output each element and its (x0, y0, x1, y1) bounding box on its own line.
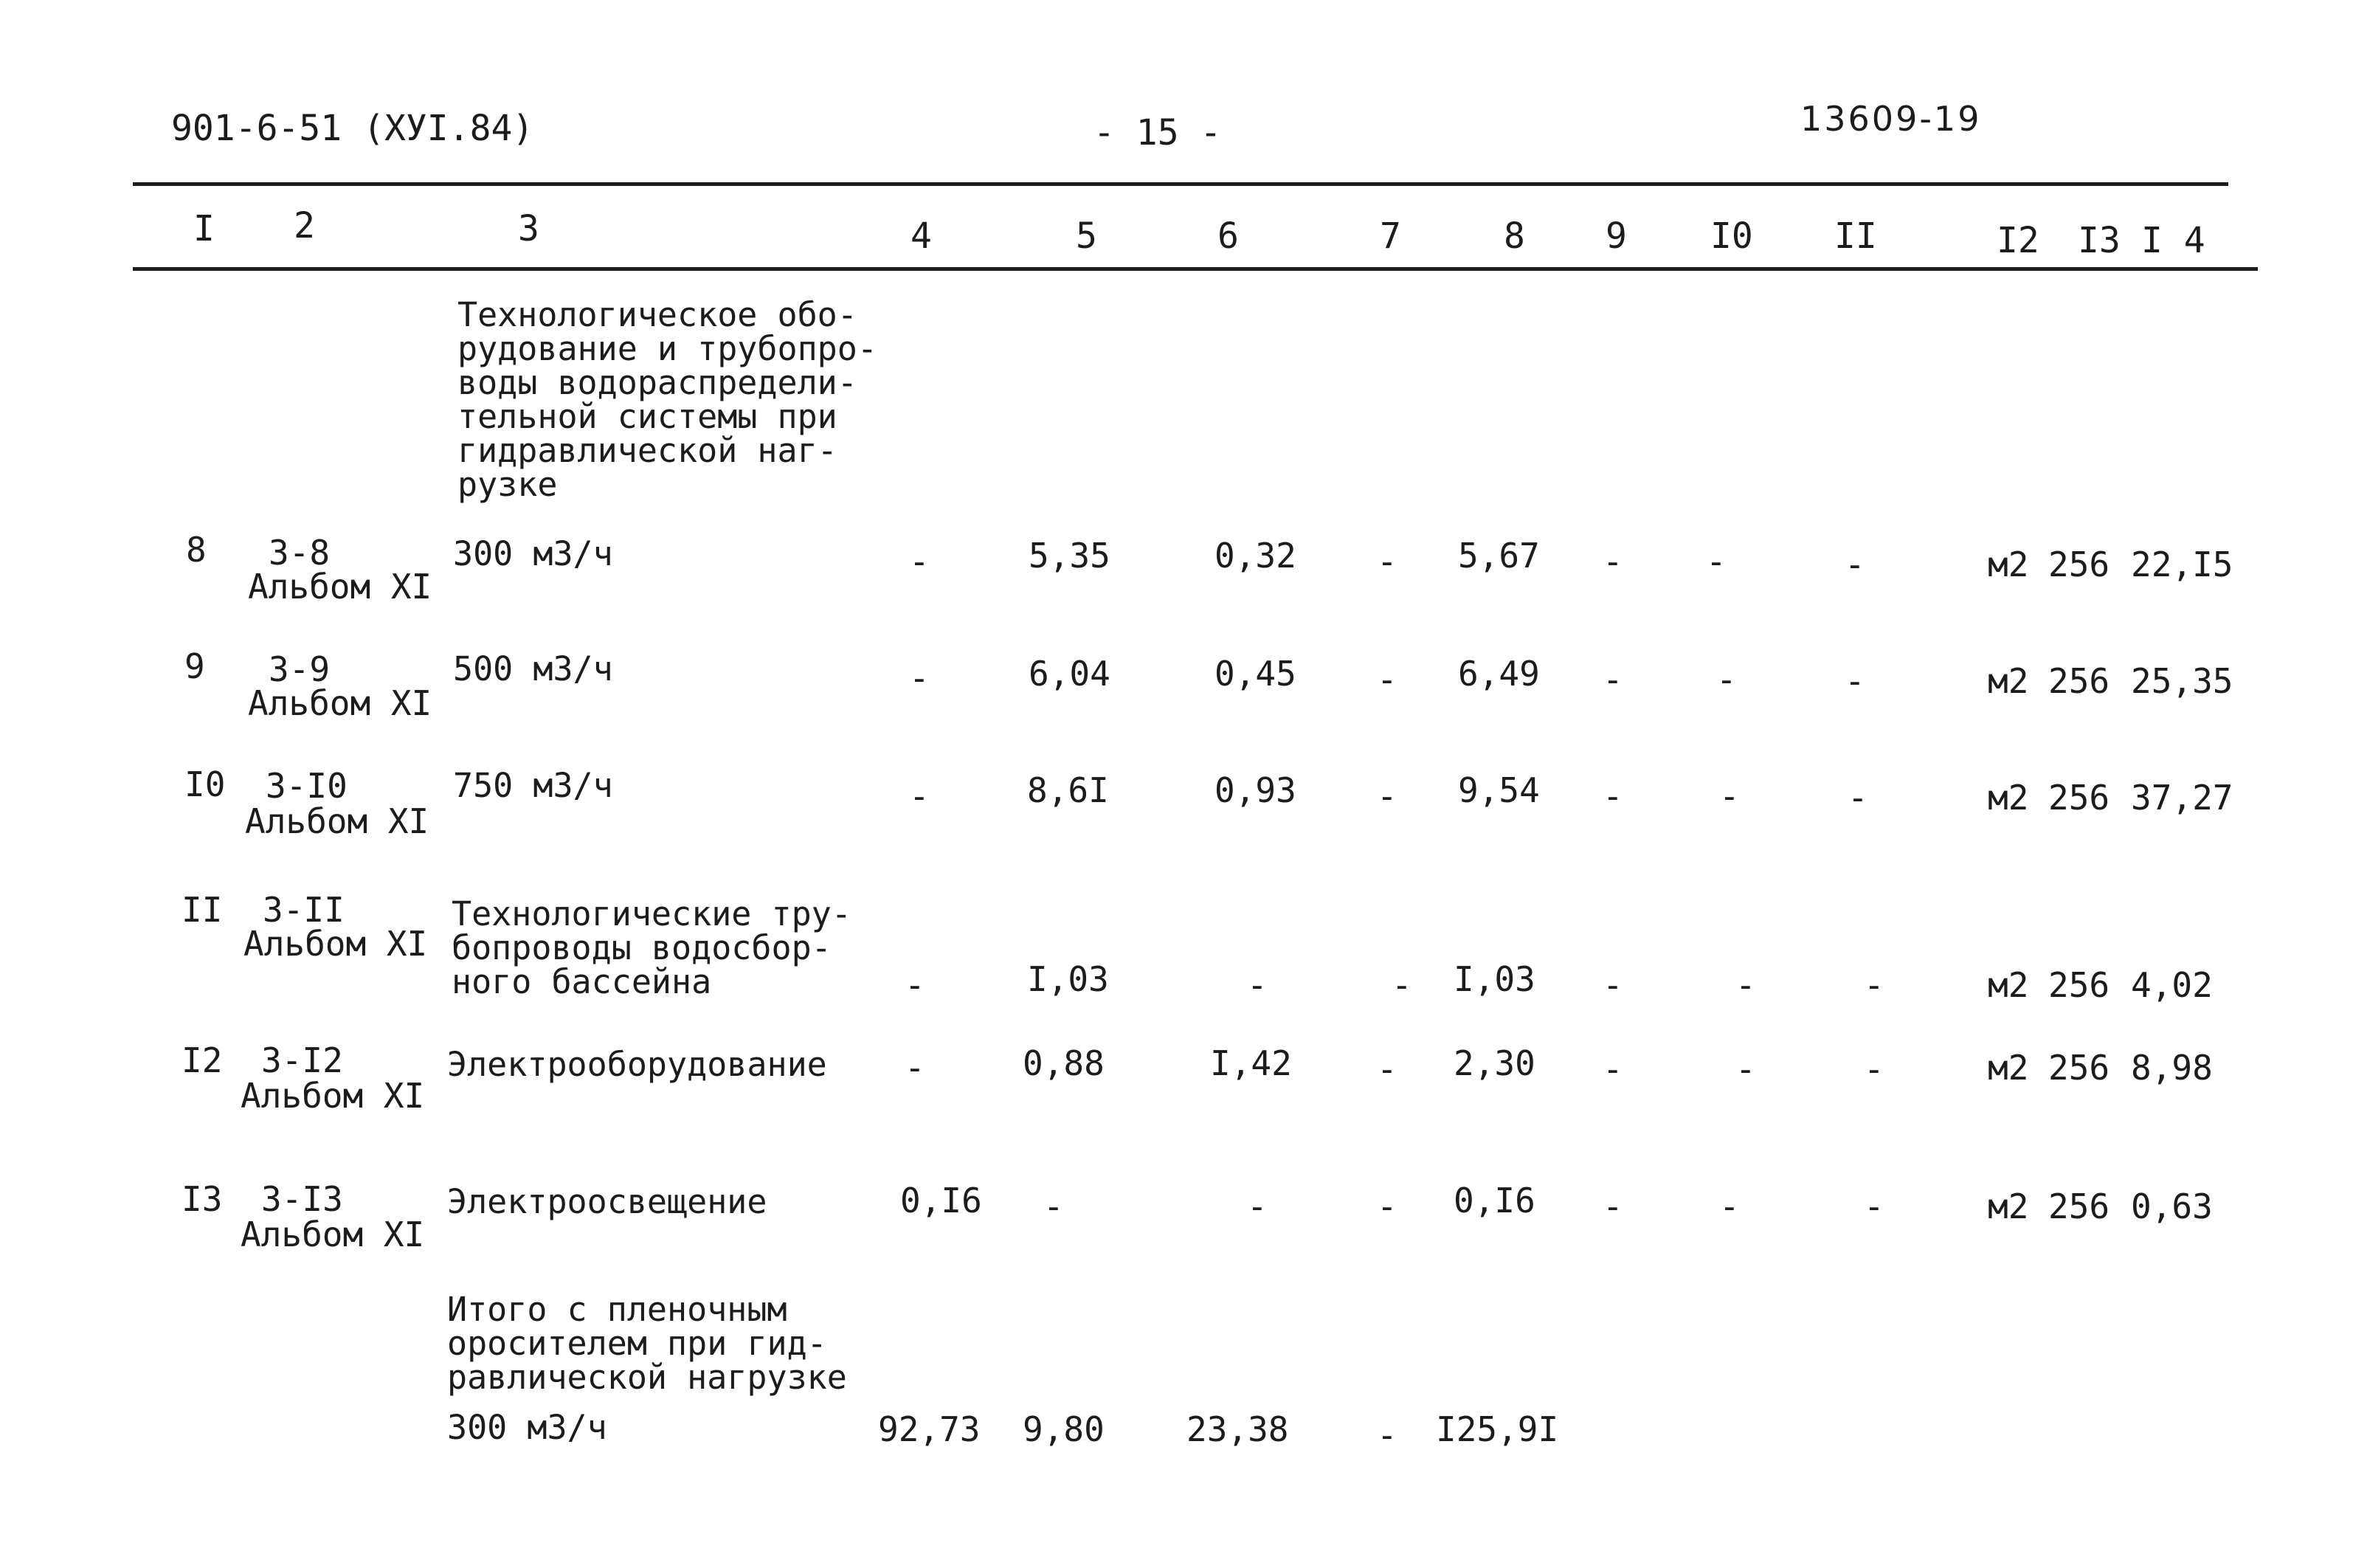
row-album: Альбом XI (245, 801, 429, 841)
cell-col8: 5,67 (1458, 536, 1540, 576)
cell-col6: 0,45 (1214, 654, 1296, 694)
row-number: I2 (182, 1040, 223, 1080)
column-header: 4 (911, 215, 932, 257)
cell-col14: 25,35 (2131, 661, 2233, 701)
total-col6: 23,38 (1186, 1409, 1289, 1449)
column-header: I3 (2078, 220, 2121, 261)
total-col8: I25,9I (1436, 1409, 1559, 1449)
cell-col13: 256 (2048, 1048, 2110, 1088)
cell-col5: 6,04 (1029, 654, 1110, 694)
document-code: 901-6-51 (XУI.84) (171, 108, 534, 149)
cell-col6: - (1247, 965, 1268, 1005)
cell-col14: 8,98 (2131, 1048, 2213, 1088)
cell-col4: - (909, 542, 930, 581)
cell-col6: 0,32 (1214, 536, 1296, 576)
column-header: I0 (1710, 215, 1753, 257)
column-header: 2 (294, 205, 315, 246)
row-number: I3 (182, 1179, 223, 1219)
cell-col5: - (1043, 1187, 1064, 1226)
cell-col8: 6,49 (1458, 654, 1540, 694)
row-album: Альбом XI (248, 683, 432, 723)
row-description: Электроосвещение (447, 1182, 767, 1221)
cell-col10: - (1735, 965, 1756, 1005)
cell-col13: 256 (2048, 965, 2110, 1005)
total-col4: 92,73 (878, 1409, 981, 1449)
cell-col11: - (1845, 661, 1865, 701)
cell-col11: - (1864, 1049, 1884, 1089)
cell-col14: 4,02 (2131, 965, 2213, 1005)
row-album: Альбом XI (241, 1215, 425, 1254)
cell-col14: 0,63 (2131, 1187, 2213, 1226)
table-header-rule (133, 267, 2258, 271)
row-number: 9 (184, 646, 205, 686)
cell-col7: - (1377, 1187, 1397, 1226)
column-header: 3 (518, 208, 539, 249)
cell-col6: 0,93 (1214, 770, 1296, 810)
column-header: II (1834, 215, 1877, 257)
column-header: 7 (1380, 215, 1401, 257)
cell-col14: 37,27 (2131, 778, 2233, 818)
cell-col4: 0,I6 (900, 1181, 982, 1220)
cell-col13: 256 (2048, 1187, 2110, 1226)
cell-col4: - (909, 776, 930, 816)
row-description: 300 м3/ч (453, 534, 613, 573)
row-number: 8 (186, 530, 207, 570)
cell-col7: - (1377, 542, 1397, 581)
cell-col9: - (1603, 776, 1623, 816)
cell-col8: I,03 (1454, 959, 1535, 999)
cell-col8: 9,54 (1458, 770, 1540, 810)
row-album: Альбом XI (248, 567, 432, 607)
cell-col10: - (1706, 542, 1727, 581)
cell-col4: - (905, 1048, 925, 1088)
cell-col9: - (1603, 1049, 1623, 1089)
cell-col9: - (1603, 1187, 1623, 1226)
table-top-rule (133, 182, 2228, 186)
cell-col12: м2 (1988, 661, 2029, 701)
column-header: 6 (1217, 215, 1239, 257)
cell-col13: 256 (2048, 778, 2110, 818)
row-number: II (182, 890, 223, 930)
cell-col5: 8,6I (1027, 770, 1109, 810)
cell-col9: - (1603, 660, 1623, 700)
column-header: I2 (1997, 220, 2039, 261)
column-header: 9 (1606, 215, 1627, 257)
cell-col7: - (1392, 965, 1412, 1005)
cell-col7: - (1377, 1049, 1397, 1089)
cell-col10: - (1716, 660, 1737, 700)
cell-col4: - (905, 965, 925, 1005)
cell-col12: м2 (1988, 1187, 2029, 1226)
cell-col6: - (1247, 1187, 1268, 1226)
page-number: - 15 - (1093, 112, 1222, 153)
section-heading: Технологическое обо- рудование и трубопро- воды водораспредели- тельной системы при гидравлической наг- рузке (457, 295, 877, 504)
cell-col4: - (909, 658, 930, 698)
row-code: 3-I0 (266, 766, 348, 806)
cell-col10: - (1719, 1187, 1740, 1226)
document-number: 13609-19 (1800, 99, 1982, 139)
cell-col12: м2 (1988, 778, 2029, 818)
cell-col9: - (1603, 542, 1623, 581)
cell-col6: I,42 (1210, 1043, 1292, 1083)
cell-col8: 0,I6 (1454, 1181, 1535, 1220)
row-number: I0 (184, 764, 226, 804)
column-header: I (193, 208, 215, 249)
row-album: Альбом XI (243, 924, 428, 964)
cell-col11: - (1845, 545, 1865, 584)
row-description: 750 м3/ч (453, 766, 613, 805)
total-description: 300 м3/ч (447, 1408, 607, 1447)
cell-col7: - (1377, 660, 1397, 700)
cell-col5: 5,35 (1029, 536, 1110, 576)
row-description: Технологические тру- бопроводы водосбор- ного бассейна (452, 894, 851, 1001)
cell-col10: - (1719, 776, 1740, 816)
row-description: Электрооборудование (447, 1045, 827, 1084)
cell-col7: - (1377, 776, 1397, 816)
cell-col13: 256 (2048, 545, 2110, 584)
cell-col10: - (1735, 1049, 1756, 1089)
cell-col13: 256 (2048, 661, 2110, 701)
cell-col9: - (1603, 965, 1623, 1005)
row-code: 3-9 (269, 649, 331, 689)
cell-col14: 22,I5 (2131, 545, 2233, 584)
cell-col12: м2 (1988, 1048, 2029, 1088)
cell-col12: м2 (1988, 965, 2029, 1005)
cell-col11: - (1848, 778, 1868, 818)
column-header: I 4 (2141, 220, 2205, 261)
row-code: 3-8 (269, 533, 331, 573)
row-code: 3-I2 (261, 1040, 343, 1080)
row-code: 3-I3 (261, 1179, 343, 1219)
row-code: 3-II (263, 890, 345, 930)
cell-col5: 0,88 (1023, 1043, 1105, 1083)
total-label: Итого с пленочным оросителем при гид- равлической нагрузке (447, 1290, 847, 1397)
cell-col11: - (1864, 1187, 1884, 1226)
total-col5: 9,80 (1023, 1409, 1105, 1449)
cell-col11: - (1864, 965, 1884, 1005)
total-col7: - (1377, 1415, 1397, 1455)
cell-col5: I,03 (1027, 959, 1109, 999)
row-description: 500 м3/ч (453, 649, 613, 688)
column-header: 5 (1076, 215, 1097, 257)
column-header: 8 (1504, 215, 1525, 257)
row-album: Альбом XI (241, 1076, 425, 1116)
cell-col12: м2 (1988, 545, 2029, 584)
cell-col8: 2,30 (1454, 1043, 1535, 1083)
